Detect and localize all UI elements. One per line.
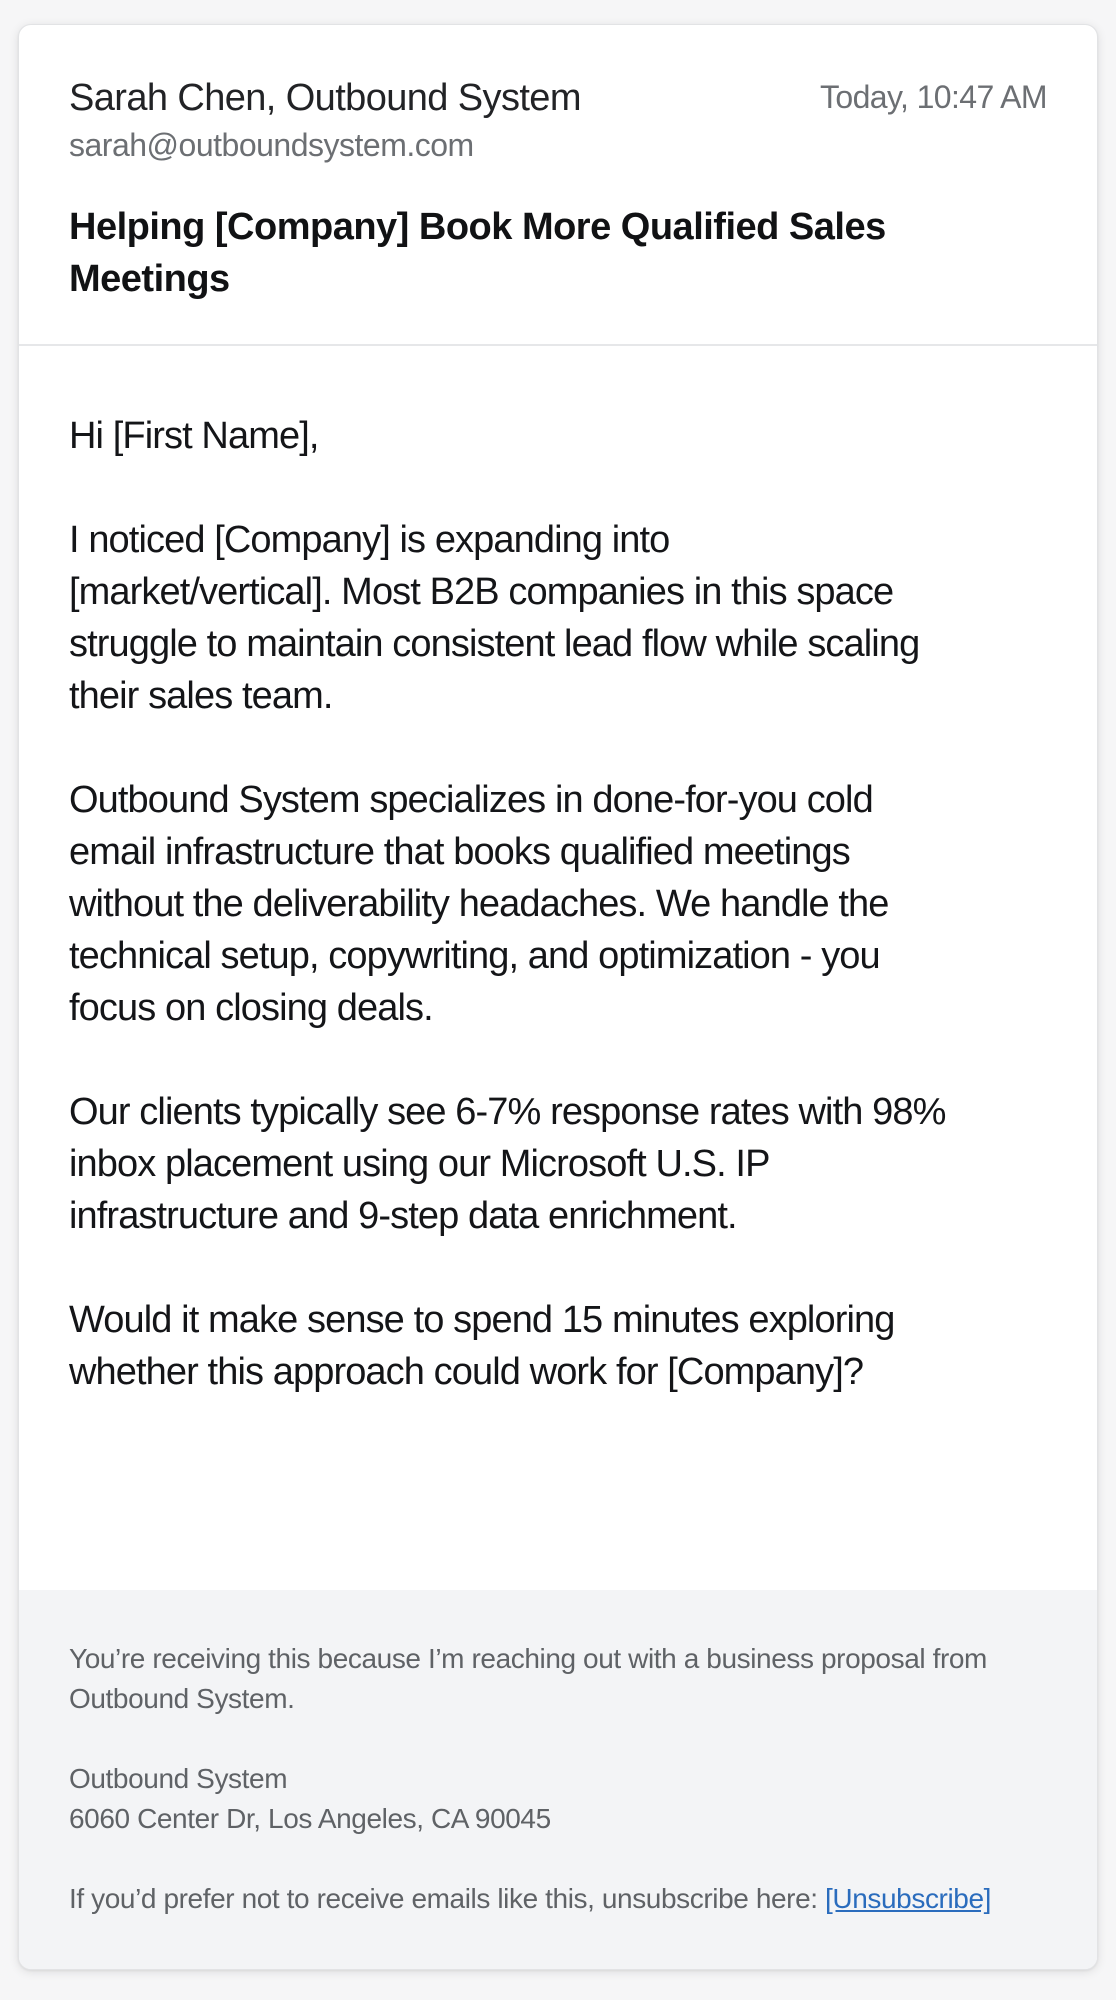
body-line: infrastructure and 9-step data enrichment. xyxy=(69,1195,737,1237)
greeting xyxy=(69,410,1069,462)
sender-name: Sarah Chen, Outbound System xyxy=(69,77,581,119)
body-line: email infrastructure that books qualified meetings xyxy=(69,831,850,873)
body-line: struggle to maintain consistent lead flow while scaling xyxy=(69,623,920,665)
unsubscribe-prefix: If you’d prefer not to receive emails like this, unsubscribe here: xyxy=(69,1883,826,1914)
body-paragraph xyxy=(69,1294,1069,1398)
body-line: inbox placement using our Microsoft U.S. IP xyxy=(69,1143,770,1185)
body-line: Outbound System specializes in done-for-you cold xyxy=(69,779,873,821)
email-footer xyxy=(19,1590,1097,1969)
footer-notice xyxy=(69,1639,1069,1719)
greeting-text: Hi [First Name], xyxy=(69,415,319,457)
body-line: focus on closing deals. xyxy=(69,987,433,1029)
footer-address: 6060 Center Dr, Los Angeles, CA 90045 xyxy=(69,1803,551,1834)
body-line: I noticed [Company] is expanding into xyxy=(69,519,670,561)
body-line: without the deliverability headaches. We handle the xyxy=(69,883,889,925)
body-paragraph xyxy=(69,774,1069,1034)
unsubscribe-link[interactable]: [Unsubscribe] xyxy=(825,1883,992,1914)
email-header xyxy=(19,25,1097,346)
footer-address-block xyxy=(69,1759,1069,1839)
unsubscribe-line xyxy=(69,1879,1069,1919)
body-line: whether this approach could work for [Company]? xyxy=(69,1351,864,1393)
footer-line: Outbound System. xyxy=(69,1683,295,1714)
footer-company-name: Outbound System xyxy=(69,1763,288,1794)
footer-unsubscribe xyxy=(69,1879,1069,1919)
email-subject xyxy=(69,201,1029,305)
sender-email: sarah@outboundsystem.com xyxy=(69,127,474,163)
body-line: their sales team. xyxy=(69,675,333,717)
email-card xyxy=(18,24,1098,1970)
body-line: [market/vertical]. Most B2B companies in this space xyxy=(69,571,894,613)
footer-line: You’re receiving this because I’m reaching out with a business proposal from xyxy=(69,1643,987,1674)
body-paragraph xyxy=(69,1086,1069,1242)
body-paragraph xyxy=(69,514,1069,722)
email-body xyxy=(69,410,1069,1450)
body-line: technical setup, copywriting, and optimization - you xyxy=(69,935,880,977)
body-line: Would it make sense to spend 15 minutes exploring xyxy=(69,1299,895,1341)
footer-text xyxy=(69,1639,1069,1959)
timestamp: Today, 10:47 AM xyxy=(819,79,1047,115)
body-line: Our clients typically see 6-7% response rates with 98% xyxy=(69,1091,946,1133)
subject-line: Helping [Company] Book More Qualified Sales xyxy=(69,206,886,248)
subject-line: Meetings xyxy=(69,258,230,300)
